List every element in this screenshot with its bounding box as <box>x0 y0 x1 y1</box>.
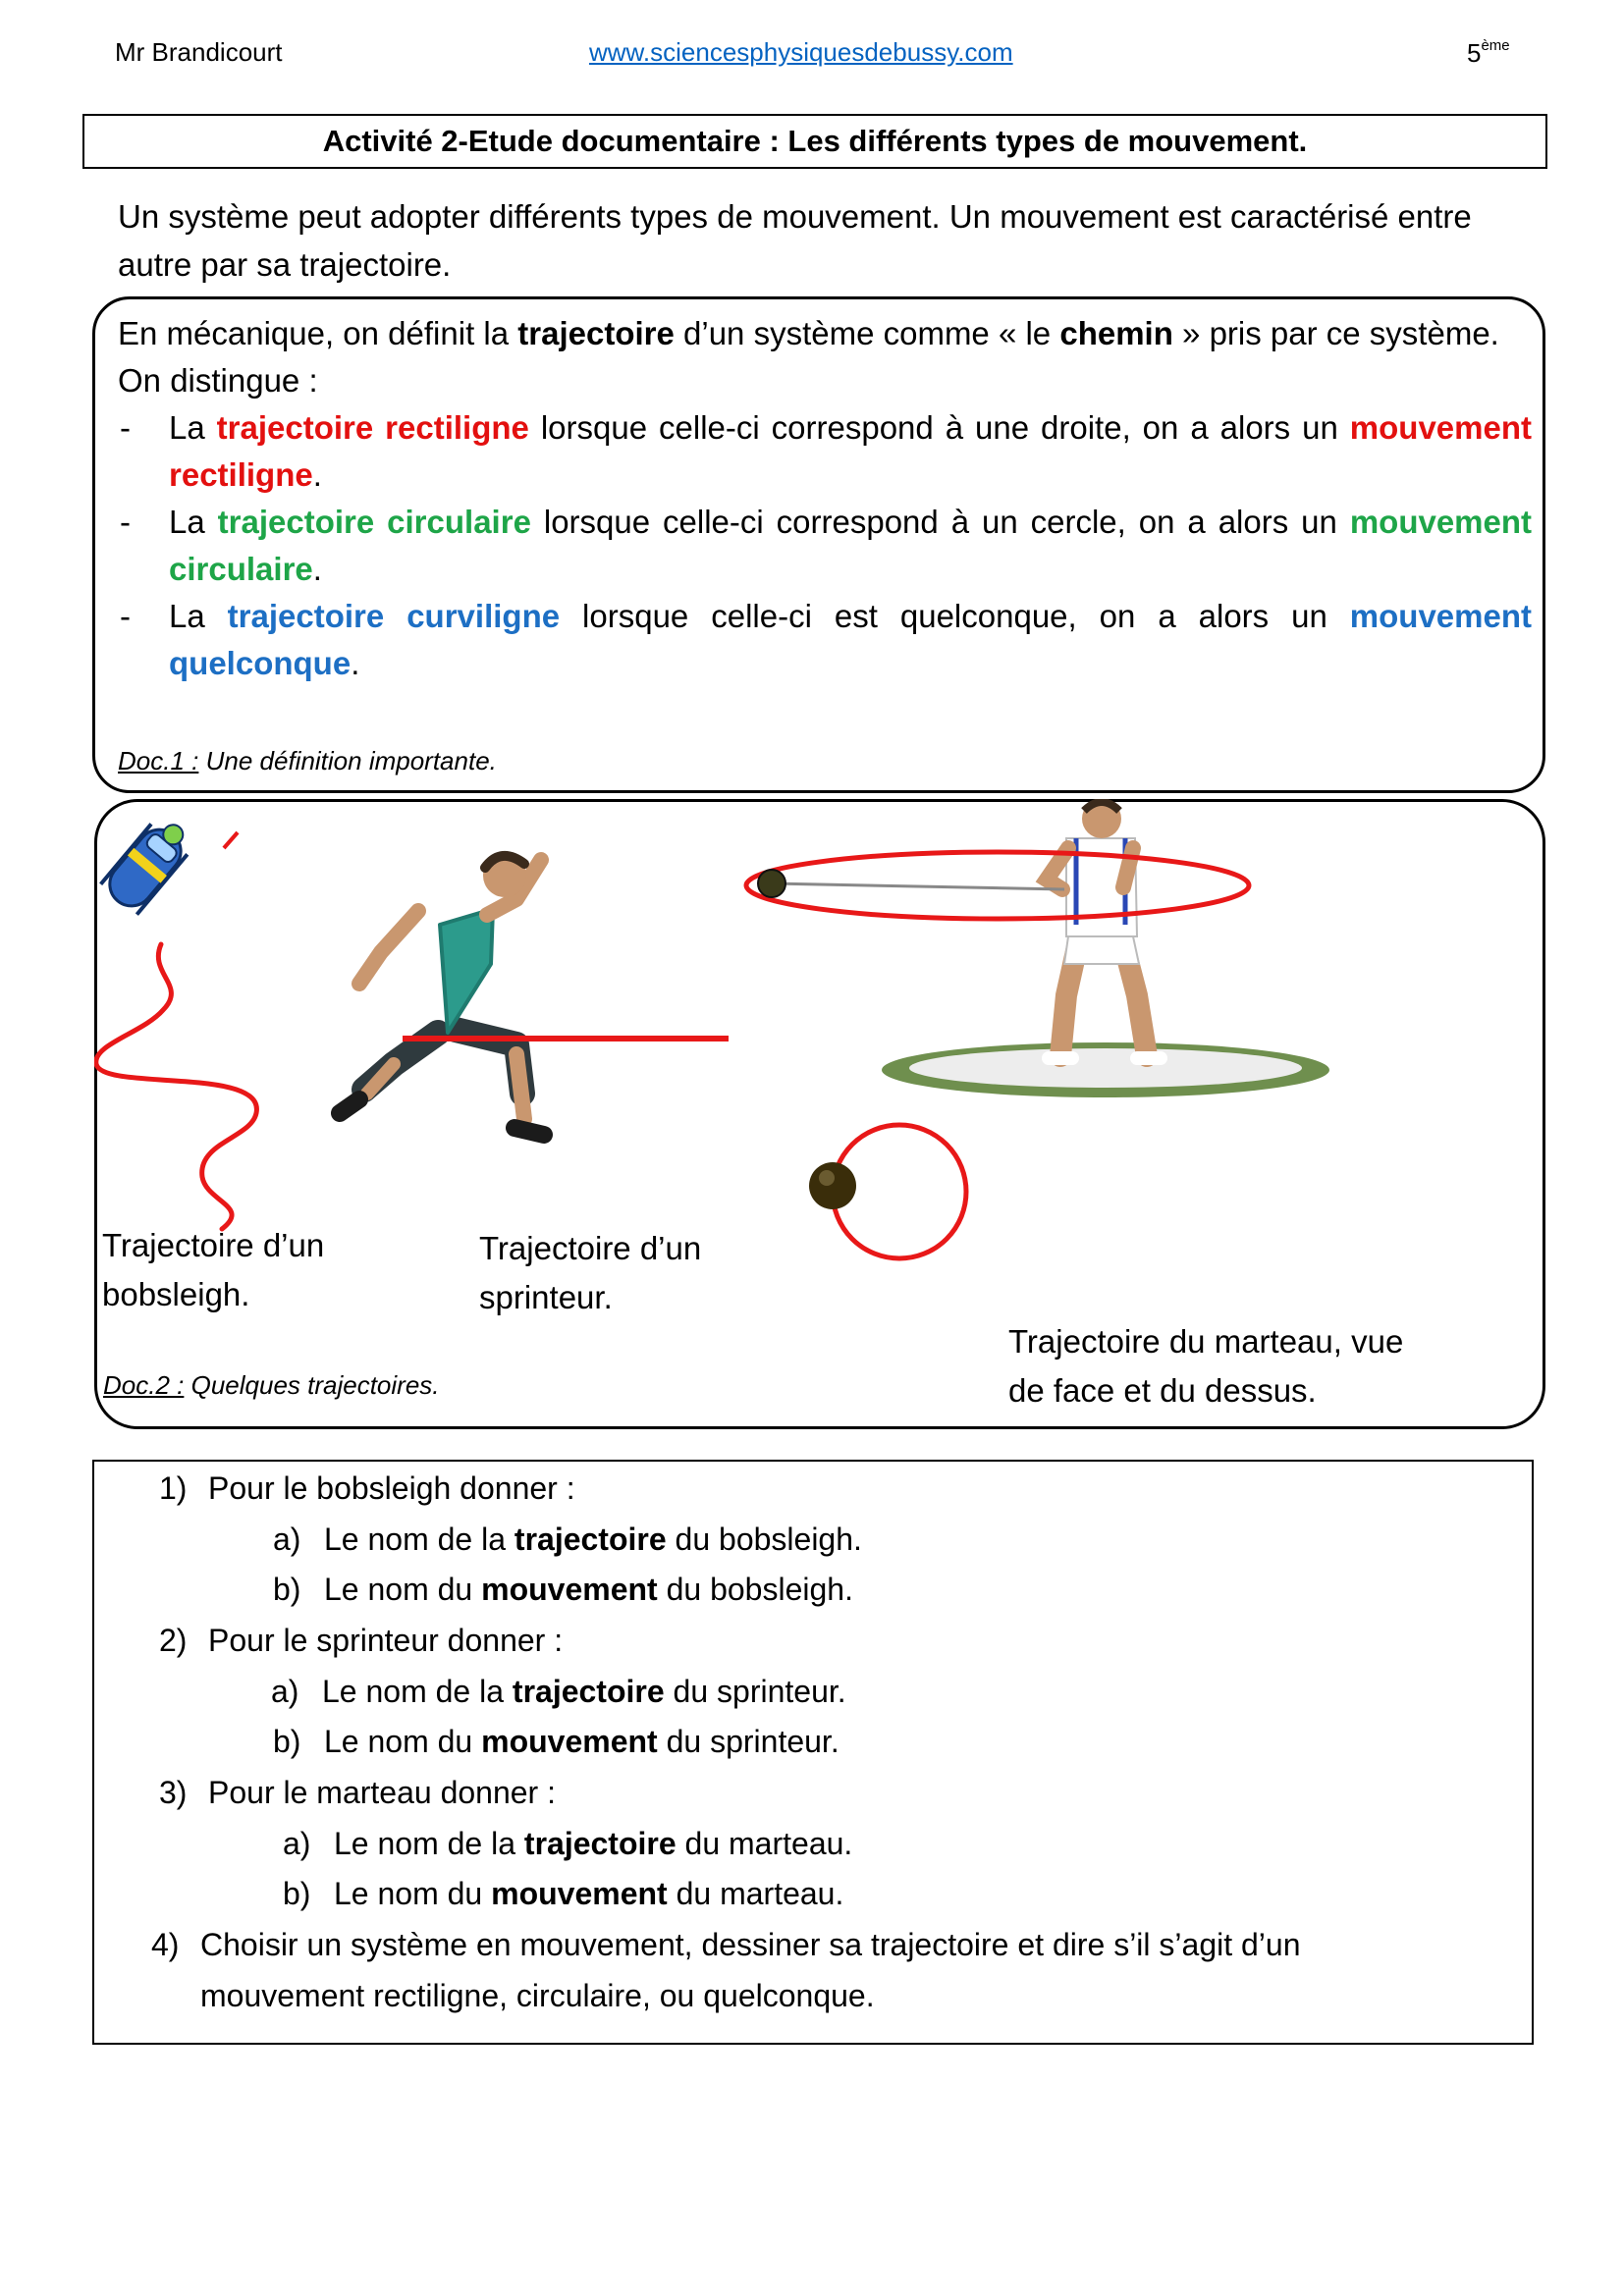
question-number: 2) <box>159 1623 188 1658</box>
item-text: lorsque celle-ci correspond à une droite, on a alors un <box>528 409 1350 446</box>
definition-paragraph <box>118 310 1532 357</box>
subquestion-keyword: mouvement <box>481 1572 658 1607</box>
definition-text-3: » pris par ce système. <box>1172 315 1499 351</box>
question-3 <box>159 1771 556 1814</box>
item-text: La <box>169 504 218 540</box>
bobsleigh-label <box>102 1221 324 1319</box>
list-dash: - <box>120 504 131 540</box>
doc1-content <box>118 310 1532 687</box>
term-curvilinear-trajectory: trajectoire curviligne <box>227 598 561 634</box>
subquestion-letter: a) <box>271 1674 299 1709</box>
list-item-rectilinear <box>118 404 1532 499</box>
question-text: Pour le sprinteur donner : <box>208 1623 564 1658</box>
term-rectilinear-trajectory: trajectoire rectiligne <box>216 409 529 446</box>
doc1-caption <box>118 746 497 776</box>
item-text: lorsque celle-ci correspond à un cercle, on a alors un <box>530 504 1350 540</box>
hammer-ball-top-icon <box>809 1162 856 1209</box>
bobsleigh-icon <box>98 811 199 917</box>
subquestion-text: Le nom du <box>324 1572 482 1607</box>
subquestion-keyword: trajectoire <box>523 1826 677 1861</box>
question-4 <box>151 1923 1301 2017</box>
question-text: Pour le marteau donner : <box>208 1775 556 1810</box>
question-1a <box>273 1518 862 1561</box>
subquestion-letter: b) <box>273 1572 301 1607</box>
subquestion-keyword: mouvement <box>491 1876 668 1911</box>
intro-paragraph: Un système peut adopter différents types de mouvement. Un mouvement est caractérisé entre autre par sa trajectoire. <box>118 198 1472 283</box>
subquestion-text: Le nom du <box>334 1876 492 1911</box>
definition-keyword-chemin: chemin <box>1059 315 1173 351</box>
definition-text-1: En mécanique, on définit la <box>118 315 518 351</box>
activity-title: Activité 2-Etude documentaire : Les différents types de mouvement. <box>82 114 1547 169</box>
hammer-label-line1: Trajectoire du marteau, vue <box>1008 1323 1404 1360</box>
item-text: . <box>312 551 322 587</box>
subquestion-text: Le nom du <box>324 1724 482 1759</box>
item-text: . <box>351 645 360 681</box>
question-number: 1) <box>159 1470 188 1506</box>
subquestion-keyword: mouvement <box>481 1724 658 1759</box>
question-4-line2: mouvement rectiligne, circulaire, ou quelconque. <box>200 1978 875 2013</box>
doc2-caption <box>103 1370 440 1401</box>
term-rectilinear-motion: mouvement rectiligne <box>169 409 1532 493</box>
subquestion-text: Le nom de la <box>324 1522 514 1557</box>
subquestion-text: du marteau. <box>667 1876 844 1911</box>
question-3b <box>283 1872 843 1915</box>
bobsleigh-trajectory <box>96 944 257 1229</box>
hammer-label-line2: de face et du dessus. <box>1008 1372 1317 1409</box>
subquestion-keyword: trajectoire <box>512 1674 665 1709</box>
subquestion-text: du sprinteur. <box>664 1674 846 1709</box>
list-item-curvilinear <box>118 593 1532 687</box>
item-text: La <box>169 598 228 634</box>
subquestion-text: Le nom de la <box>322 1674 513 1709</box>
question-2b <box>273 1720 839 1763</box>
doc2-caption-text: Quelques trajectoires. <box>184 1370 440 1400</box>
class-level-number: 5 <box>1467 38 1482 68</box>
subquestion-letter: a) <box>283 1826 311 1861</box>
doc2-caption-ref: Doc.2 : <box>103 1370 185 1400</box>
subquestion-text: du bobsleigh. <box>657 1572 853 1607</box>
question-number: 3) <box>159 1775 188 1810</box>
subquestion-keyword: trajectoire <box>514 1522 667 1557</box>
distinguish-label: On distingue : <box>118 362 318 399</box>
list-dash: - <box>120 409 131 446</box>
hammer-ball-icon <box>758 870 785 897</box>
list-dash: - <box>120 598 131 634</box>
sprinter-label-line1: Trajectoire d’un <box>479 1230 702 1266</box>
question-1 <box>159 1467 575 1510</box>
item-text: La <box>169 409 217 446</box>
term-circular-motion: mouvement circulaire <box>169 504 1533 587</box>
subquestion-text: du marteau. <box>676 1826 853 1861</box>
question-2a <box>271 1670 846 1713</box>
list-item-circular <box>118 499 1532 593</box>
subquestion-text: du sprinteur. <box>657 1724 839 1759</box>
subquestion-letter: a) <box>273 1522 301 1557</box>
question-text: Pour le bobsleigh donner : <box>208 1470 575 1506</box>
doc1-caption-ref: Doc.1 : <box>118 746 199 775</box>
question-number: 4) <box>151 1927 180 1962</box>
author-name: Mr Brandicourt <box>115 37 283 67</box>
question-3a <box>283 1822 852 1865</box>
question-2 <box>159 1619 563 1662</box>
definition-keyword-trajectoire: trajectoire <box>517 315 675 351</box>
question-1b <box>273 1568 853 1611</box>
hammer-thrower-icon <box>772 799 1329 1097</box>
class-level <box>1467 37 1510 69</box>
subquestion-text: du bobsleigh. <box>666 1522 862 1557</box>
definition-text-2: d’un système comme « le <box>674 315 1060 351</box>
subquestion-letter: b) <box>283 1876 311 1911</box>
subquestion-letter: b) <box>273 1724 301 1759</box>
item-text: . <box>312 456 322 493</box>
item-text: lorsque celle-ci est quelconque, on a alors un <box>560 598 1350 634</box>
doc1-caption-text: Une définition importante. <box>198 746 497 775</box>
term-circular-trajectory: trajectoire circulaire <box>217 504 531 540</box>
subquestion-text: Le nom de la <box>334 1826 524 1861</box>
sprinter-label-line2: sprinteur. <box>479 1279 613 1315</box>
bobsleigh-label-line2: bobsleigh. <box>102 1276 250 1312</box>
term-any-motion: mouvement quelconque <box>169 598 1533 681</box>
question-4-line1: Choisir un système en mouvement, dessiner sa trajectoire et dire s’il s’agit d’un <box>200 1927 1301 1962</box>
hammer-label <box>1008 1317 1403 1415</box>
class-level-suffix: ème <box>1481 37 1510 54</box>
sprinter-icon <box>340 854 544 1135</box>
website-link[interactable]: www.sciencesphysiquesdebussy.com <box>589 37 1013 67</box>
sprinter-label <box>479 1224 701 1322</box>
bobsleigh-label-line1: Trajectoire d’un <box>102 1227 325 1263</box>
